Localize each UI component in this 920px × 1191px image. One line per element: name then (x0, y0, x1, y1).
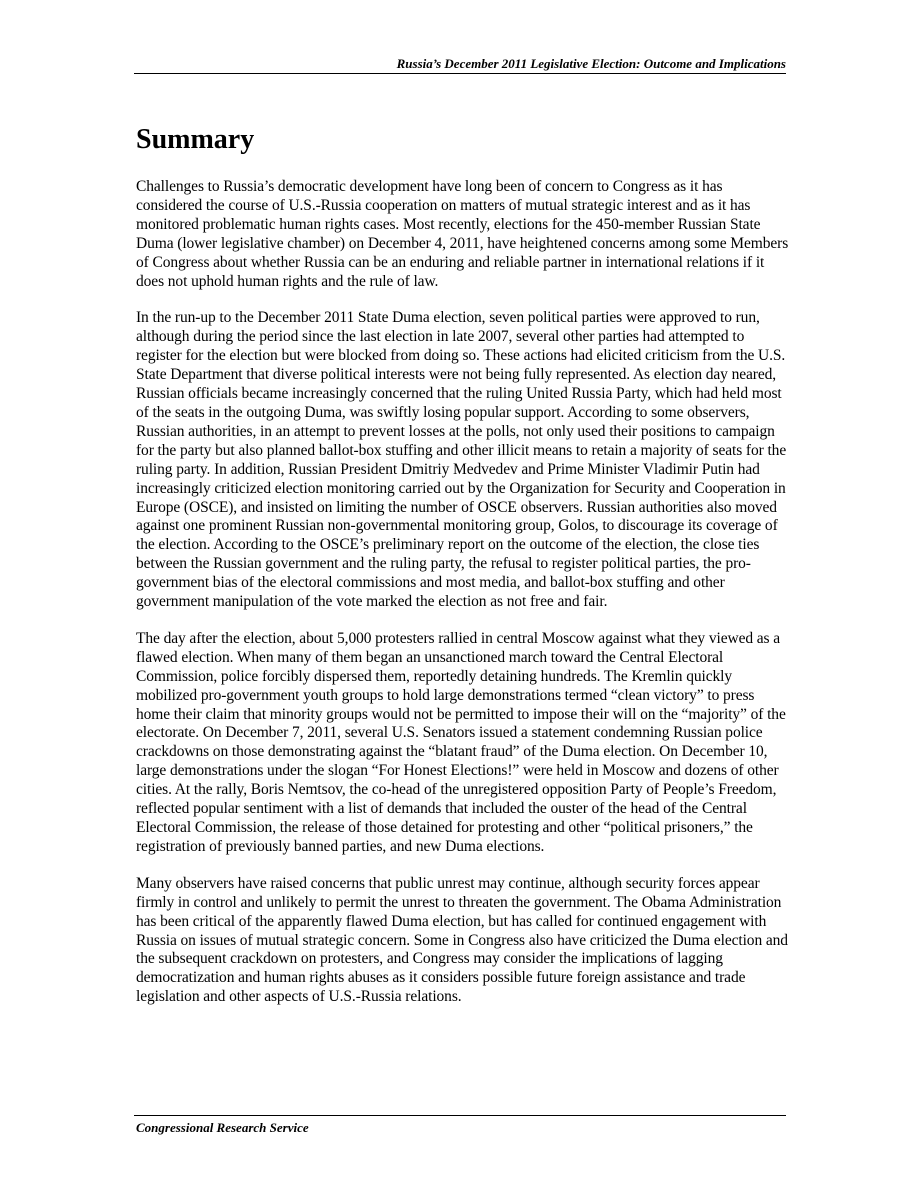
paragraph-2: In the run-up to the December 2011 State Duma election, seven political parties were approved to run, although during the period since the last election in late 2007, several other parties had attempted to register for the election but were blocked from doing so. These actions had elicited criticism from the U.S. State Department that diverse political interests were not being fully represented. As election day neared, Russian officials became increasingly concerned that the ruling United Russia Party, which had held most of the seats in the outgoing Duma, was swiftly losing popular support. According to some observers, Russian authorities, in an attempt to prevent losses at the polls, not only used their positions to campaign for the party but also planned ballot-box stuffing and other illicit means to retain a majority of seats for the ruling party. In addition, Russian President Dmitriy Medvedev and Prime Minister Vladimir Putin had increasingly criticized election monitoring carried out by the Organization for Security and Cooperation in Europe (OSCE), and insisted on limiting the number of OSCE observers. Russian authorities also moved against one prominent Russian non-governmental monitoring group, Golos, to discourage its coverage of the election. According to the OSCE’s preliminary report on the outcome of the election, the close ties between the Russian government and the ruling party, the refusal to register political parties, the pro-government bias of the electoral commissions and most media, and ballot-box stuffing and other government manipulation of the vote marked the election as not free and fair. (136, 309, 787, 611)
paragraph-4: Many observers have raised concerns that public unrest may continue, although security forces appear firmly in control and unlikely to permit the unrest to threaten the government. The Obama Administration has been critical of the apparently flawed Duma election, but has called for continued engagement with Russia on issues of mutual strategic concern. Some in Congress also have criticized the Duma election and the subsequent crackdown on protesters, and Congress may consider the implications of lagging democratization and human rights abuses as it considers possible future foreign assistance and trade legislation and other aspects of U.S.-Russia relations. (136, 874, 788, 1006)
page-title: Summary (136, 124, 255, 155)
paragraph-1: Challenges to Russia’s democratic development have long been of concern to Congress as it has considered the course of U.S.-Russia cooperation on matters of mutual strategic interest and as it has monitored problematic human rights cases. Most recently, elections for the 450-member Russian State Duma (lower legislative chamber) on December 4, 2011, have heightened concerns among some Members of Congress about whether Russia can be an enduring and reliable partner in international relations if it does not uphold human rights and the rule of law. (136, 178, 789, 290)
paragraph-3: The day after the election, about 5,000 protesters rallied in central Moscow against what they viewed as a flawed election. When many of them began an unsanctioned march toward the Central Electoral Commission, police forcibly dispersed them, reportedly detaining hundreds. The Kremlin quickly mobilized pro-government youth groups to hold large demonstrations termed “clean victory” to press home their claim that minority groups would not be permitted to impose their will on the “majority” of the electorate. On December 7, 2011, several U.S. Senators issued a statement condemning Russian police crackdowns on those demonstrating against the “blatant fraud” of the Duma election. On December 10, large demonstrations under the slogan “For Honest Elections!” were held in Moscow and dozens of other cities. At the rally, Boris Nemtsov, the co-head of the unregistered opposition Party of People’s Freedom, reflected popular sentiment with a list of demands that included the ouster of the head of the Central Electoral Commission, the release of those detained for protesting and other “political prisoners,” the registration of previously banned parties, and new Duma elections. (136, 629, 786, 855)
summary-body (136, 178, 790, 1025)
header-divider (134, 73, 786, 74)
footer-divider (134, 1115, 786, 1116)
running-header: Russia’s December 2011 Legislative Election: Outcome and Implications (396, 56, 786, 71)
footer-organization: Congressional Research Service (136, 1120, 309, 1135)
